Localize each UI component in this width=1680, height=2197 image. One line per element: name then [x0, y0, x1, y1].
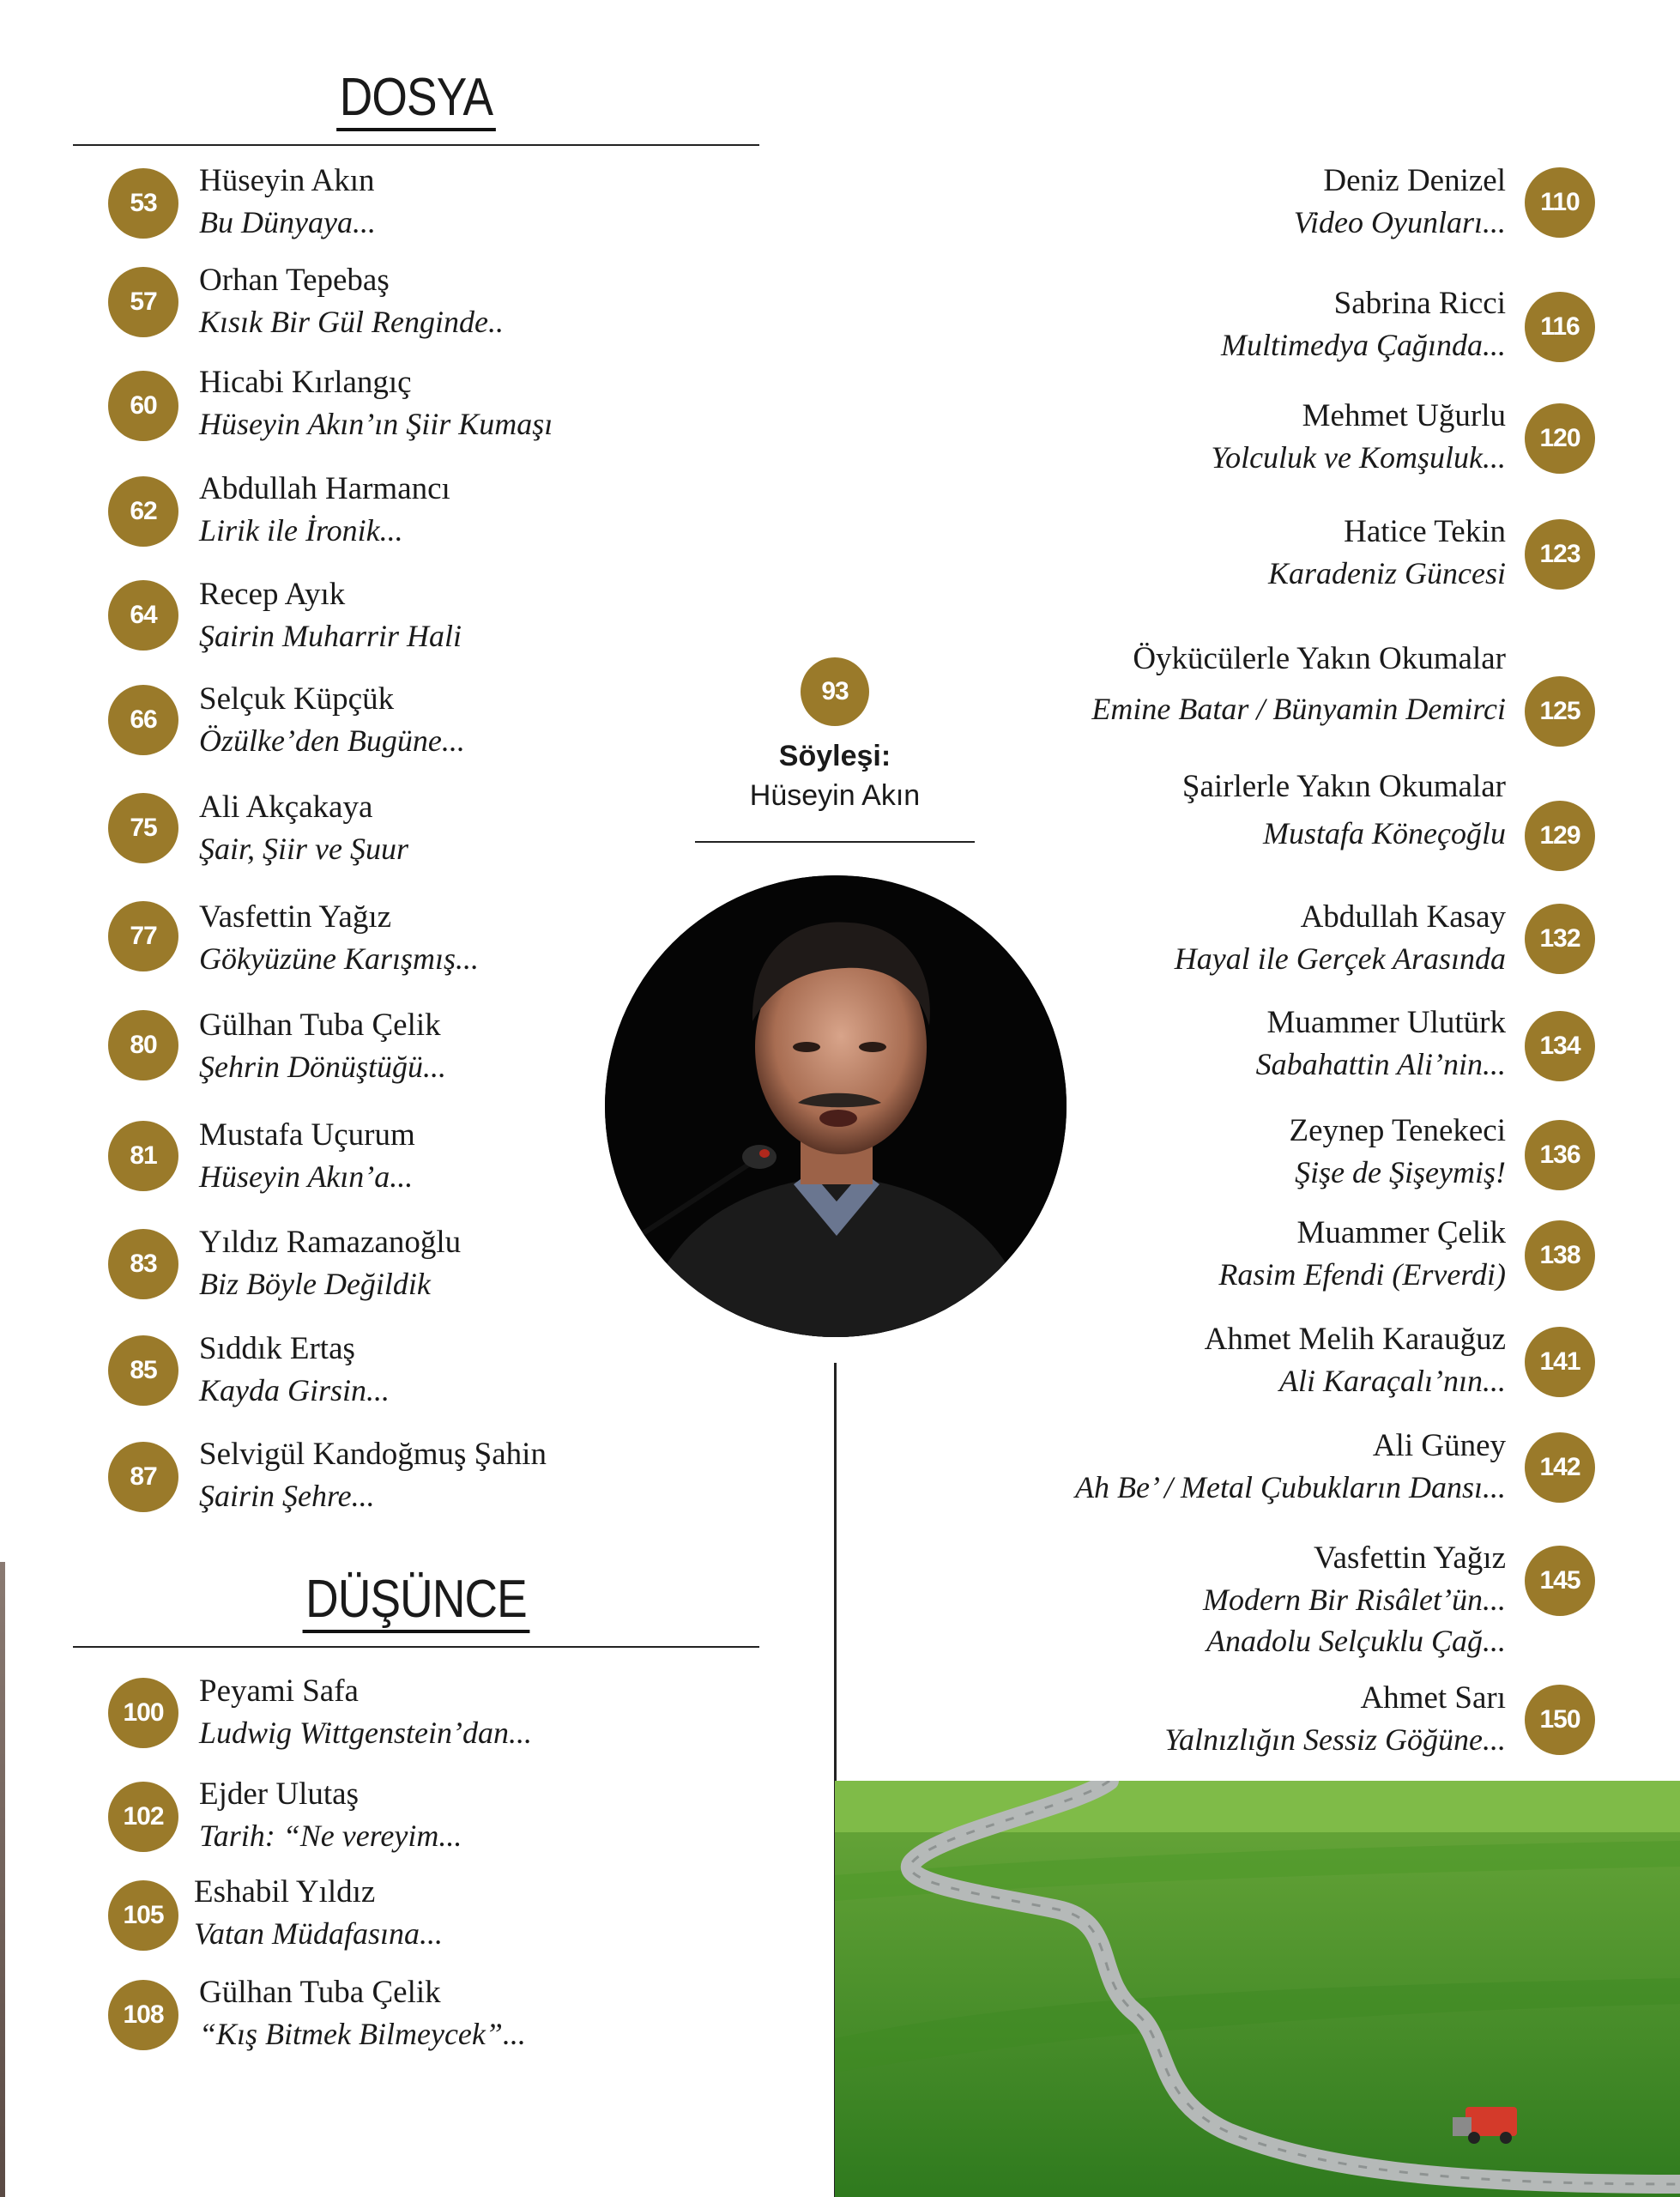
author-name: Sıddık Ertaş [199, 1331, 355, 1366]
toc-entry[interactable] [1164, 1678, 1506, 1760]
author-name: Ali Güney [1372, 1428, 1506, 1463]
toc-entry[interactable] [1218, 1213, 1506, 1295]
toc-entry[interactable] [1175, 897, 1506, 979]
page-badge[interactable]: 108 [108, 1980, 178, 2050]
author-name: Selçuk Küpçük [199, 681, 395, 717]
page-badge[interactable]: 129 [1525, 801, 1595, 871]
page-badge[interactable]: 81 [108, 1121, 178, 1191]
toc-entry[interactable] [1256, 1002, 1506, 1085]
article-title: Özülke’den Bugüne... [199, 723, 465, 758]
article-title: Hüseyin Akın’ın Şiir Kumaşı [199, 407, 553, 441]
author-name: Hüseyin Akın [199, 163, 375, 198]
article-title: Multimedya Çağında... [1221, 328, 1506, 362]
toc-entry[interactable] [199, 260, 504, 342]
toc-entry[interactable] [194, 1872, 443, 1954]
page-badge[interactable]: 75 [108, 793, 178, 863]
page-badge[interactable]: 105 [108, 1880, 178, 1951]
author-name: Muammer Ulutürk [1266, 1005, 1506, 1040]
page-badge[interactable]: 138 [1525, 1220, 1595, 1291]
author-name: Muammer Çelik [1296, 1215, 1506, 1250]
author-name: Mehmet Uğurlu [1302, 398, 1506, 433]
author-name: Sabrina Ricci [1333, 286, 1506, 321]
article-title: Ali Karaçalı’nın... [1279, 1364, 1506, 1398]
article-title: Yalnızlığın Sessiz Göğüne... [1164, 1722, 1506, 1757]
article-title: Yolculuk ve Komşuluk... [1211, 440, 1506, 475]
article-title: Video Oyunları... [1293, 205, 1506, 239]
toc-entry[interactable] [1075, 1425, 1506, 1508]
article-title: Biz Böyle Değildik [199, 1267, 431, 1301]
portrait-illustration [605, 875, 1067, 1337]
portrait-photo [605, 875, 1067, 1337]
toc-entry[interactable] [1091, 639, 1506, 729]
article-title: Modern Bir Risâlet’ün... [1203, 1583, 1506, 1617]
interview-name: Hüseyin Akın [749, 779, 921, 812]
author-name: Orhan Tepebaş [199, 263, 390, 298]
article-title: Şairin Muharrir Hali [199, 619, 462, 653]
author-name: Abdullah Harmancı [199, 471, 450, 506]
article-title: Ludwig Wittgenstein’dan... [199, 1716, 533, 1750]
toc-entry[interactable] [199, 1005, 446, 1087]
author-name: Ahmet Melih Karauğuz [1204, 1322, 1506, 1357]
dusunce-heading: DÜŞÜNCE [121, 1569, 711, 1633]
toc-entry[interactable] [1203, 1538, 1506, 1661]
toc-entry[interactable] [199, 160, 376, 243]
toc-entry[interactable] [199, 574, 462, 657]
article-title: Gökyüzüne Karışmış... [199, 941, 479, 976]
page-badge[interactable]: 110 [1525, 167, 1595, 238]
author-name: Zeynep Tenekeci [1289, 1113, 1506, 1148]
article-title: Şehrin Dönüştüğü... [199, 1050, 446, 1084]
toc-entry[interactable] [199, 362, 553, 445]
author-name: Gülhan Tuba Çelik [199, 1975, 441, 2010]
toc-entry[interactable] [199, 897, 479, 979]
toc-entry[interactable] [199, 679, 465, 761]
toc-entry[interactable] [199, 1774, 462, 1856]
author-name: Vasfettin Yağız [1313, 1540, 1506, 1576]
author-name: Vasfettin Yağız [199, 899, 392, 935]
page-badge[interactable]: 141 [1525, 1327, 1595, 1397]
article-title: Mustafa Köneçoğlu [1263, 816, 1506, 850]
author-name: Öykücülerle Yakın Okumalar [1133, 641, 1506, 676]
page-badge[interactable]: 62 [108, 476, 178, 547]
article-title: Şairin Şehre... [199, 1479, 375, 1513]
author-name: Eshabil Yıldız [194, 1874, 376, 1910]
toc-entry[interactable] [1294, 160, 1506, 243]
toc-entry[interactable] [199, 1434, 547, 1516]
landscape-photo [835, 1781, 1680, 2197]
article-title: Vatan Müdafasına... [194, 1916, 444, 1951]
author-name: Abdullah Kasay [1300, 899, 1506, 935]
author-name: Gülhan Tuba Çelik [199, 1008, 441, 1043]
author-name: Recep Ayık [199, 577, 346, 612]
toc-entry[interactable] [199, 1671, 532, 1753]
toc-entry[interactable] [199, 1115, 415, 1197]
article-title: Şair, Şiir ve Şuur [199, 832, 409, 866]
page-badge[interactable]: 60 [108, 371, 178, 441]
toc-entry[interactable] [1182, 766, 1506, 854]
article-title: Ah Be’ / Metal Çubukların Dansı... [1075, 1470, 1506, 1504]
article-title: “Kış Bitmek Bilmeycek”... [199, 2017, 526, 2051]
toc-entry[interactable] [1205, 1319, 1506, 1401]
article-title: Kayda Girsin... [199, 1373, 390, 1407]
author-name: Mustafa Uçurum [199, 1117, 415, 1153]
article-title: Hayal ile Gerçek Arasında [1174, 941, 1506, 976]
dosya-rule [73, 144, 759, 146]
page-badge[interactable]: 145 [1525, 1546, 1595, 1616]
author-name: Ali Akçakaya [199, 790, 373, 825]
article-title: Sabahattin Ali’nin... [1255, 1047, 1506, 1081]
article-title: Anadolu Selçuklu Çağ... [1206, 1624, 1506, 1658]
toc-entry[interactable] [1268, 511, 1506, 594]
interview-rule [695, 841, 975, 843]
toc-entry[interactable] [199, 1328, 390, 1411]
page-badge[interactable]: 134 [1525, 1011, 1595, 1081]
page-badge[interactable]: 100 [108, 1678, 178, 1748]
author-name: Hatice Tekin [1344, 514, 1506, 549]
author-name: Yıldız Ramazanoğlu [199, 1225, 462, 1260]
page-badge[interactable]: 83 [108, 1229, 178, 1299]
page-badge[interactable]: 80 [108, 1010, 178, 1080]
page-badge[interactable]: 116 [1525, 292, 1595, 362]
toc-entry[interactable] [1289, 1111, 1506, 1193]
dosya-heading: DOSYA [121, 67, 711, 131]
author-name: Hicabi Kırlangıç [199, 365, 412, 400]
article-title: Lirik ile İronik... [199, 513, 403, 548]
interview-label[interactable] [706, 736, 964, 815]
article-title: Hüseyin Akın’a... [199, 1159, 414, 1194]
author-name: Deniz Denizel [1323, 163, 1506, 198]
page-badge[interactable]: 150 [1525, 1685, 1595, 1755]
page-badge[interactable]: 66 [108, 685, 178, 755]
article-title: Bu Dünyaya... [199, 205, 376, 239]
toc-entry[interactable] [199, 787, 408, 869]
toc-entry[interactable] [199, 1222, 461, 1304]
toc-entry[interactable] [1211, 396, 1506, 478]
page-badge[interactable]: 123 [1525, 519, 1595, 590]
toc-entry[interactable] [199, 1972, 526, 2055]
article-title: Kısık Bir Gül Renginde.. [199, 305, 504, 339]
page-badge[interactable]: 57 [108, 267, 178, 337]
page-badge[interactable]: 87 [108, 1442, 178, 1512]
page-badge[interactable]: 102 [108, 1782, 178, 1852]
author-name: Peyami Safa [199, 1673, 359, 1709]
page-badge[interactable]: 136 [1525, 1120, 1595, 1190]
page-badge[interactable]: 125 [1525, 676, 1595, 747]
article-title: Tarih: “Ne vereyim... [199, 1819, 462, 1853]
author-name: Ahmet Sarı [1360, 1680, 1506, 1716]
author-name: Şairlerle Yakın Okumalar [1181, 769, 1506, 804]
page-badge[interactable]: 85 [108, 1335, 178, 1406]
author-name: Ejder Ulutaş [199, 1776, 359, 1812]
article-title: Şişe de Şişeymiş! [1295, 1155, 1506, 1189]
article-title: Rasim Efendi (Erverdi) [1218, 1257, 1506, 1292]
page-badge[interactable]: 142 [1525, 1432, 1595, 1503]
article-title: Emine Batar / Bünyamin Demirci [1091, 692, 1506, 726]
dusunce-rule [73, 1646, 759, 1648]
toc-entry[interactable] [199, 469, 450, 551]
toc-entry[interactable] [1221, 283, 1506, 366]
author-name: Selvigül Kandoğmuş Şahin [199, 1437, 547, 1472]
left-edge-strip [0, 1562, 5, 2197]
interview-page-badge[interactable]: 93 [801, 657, 869, 726]
page-badge[interactable]: 64 [108, 580, 178, 651]
page-badge[interactable]: 132 [1525, 904, 1595, 974]
interview-keyword: Söyleşi: [778, 740, 891, 772]
page-badge[interactable]: 53 [108, 168, 178, 239]
page-badge[interactable]: 77 [108, 901, 178, 971]
article-title: Karadeniz Güncesi [1268, 556, 1506, 590]
page-badge[interactable]: 120 [1525, 403, 1595, 474]
landscape-illustration [835, 1781, 1680, 2197]
